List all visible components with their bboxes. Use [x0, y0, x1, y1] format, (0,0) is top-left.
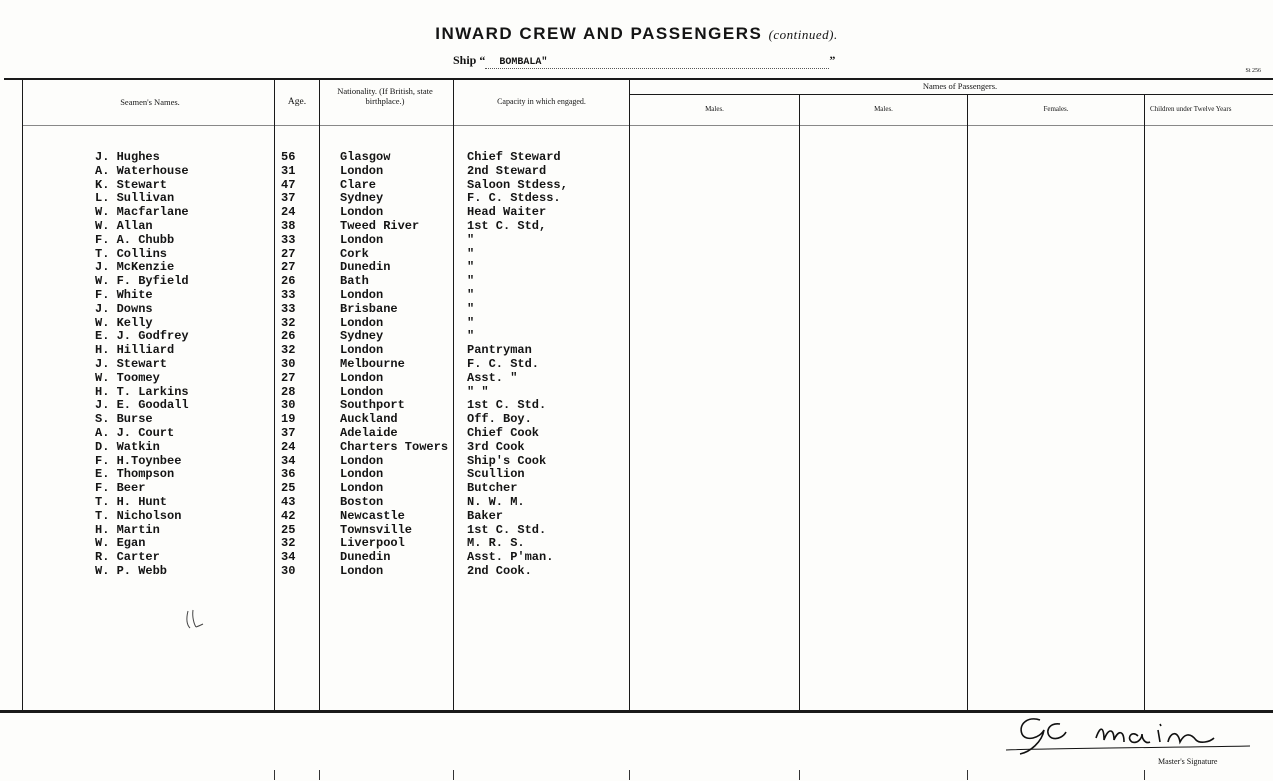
crew-nationality: Bath [340, 274, 369, 289]
table-row [0, 524, 640, 538]
crew-age: 56 [281, 150, 296, 164]
ship-prefix: Ship “ [453, 53, 486, 67]
crew-capacity: Saloon Stdess, [467, 177, 568, 192]
crew-name: E. J. Godfrey [95, 329, 189, 344]
crew-age: 32 [281, 343, 296, 358]
crew-name: W. Egan [95, 536, 146, 551]
crew-age: 34 [281, 453, 296, 468]
header-bottom-rule [22, 125, 1273, 126]
table-row [0, 192, 640, 206]
crew-nationality: Townsville [340, 522, 413, 537]
crew-nationality: Liverpool [340, 536, 405, 551]
crew-name: W. Kelly [95, 315, 153, 330]
footer-tick [274, 770, 275, 780]
crew-nationality: Charters Towers [340, 439, 449, 454]
crew-age: 32 [281, 536, 296, 551]
table-row [0, 551, 640, 565]
title-text: INWARD CREW AND PASSENGERS [435, 24, 763, 43]
table-row [0, 399, 640, 413]
table-row [0, 179, 640, 193]
passengers-subrule [630, 94, 1273, 95]
crew-nationality: London [340, 315, 384, 330]
crew-age: 34 [281, 550, 296, 565]
header-nationality: Nationality. (If British, state birthplace.) [337, 86, 433, 106]
top-rule [4, 78, 1273, 80]
crew-nationality: London [340, 563, 384, 578]
table-row [0, 261, 640, 275]
crew-name: R. Carter [95, 550, 160, 565]
crew-name: H. Martin [95, 522, 160, 537]
crew-capacity: " [467, 260, 475, 275]
crew-age: 26 [281, 329, 296, 344]
table-row [0, 344, 640, 358]
crew-capacity: F. C. Std. [467, 356, 540, 371]
crew-name: T. H. Hunt [95, 494, 168, 509]
table-row [0, 289, 640, 303]
table-row [0, 372, 640, 386]
crew-name: S. Burse [95, 412, 153, 427]
crew-name: E. Thompson [95, 467, 175, 482]
crew-age: 31 [281, 163, 296, 178]
footer-tick [1144, 770, 1145, 780]
crew-capacity: " [467, 232, 475, 247]
crew-nationality: Boston [340, 494, 384, 509]
crew-name: L. Sullivan [95, 191, 175, 206]
crew-capacity: Scullion [467, 467, 525, 482]
crew-capacity: M. R. S. [467, 536, 525, 551]
crew-nationality: Clare [340, 177, 377, 192]
table-row [0, 165, 640, 179]
footer-tick [799, 770, 800, 780]
crew-age: 37 [281, 191, 296, 206]
crew-name: W. F. Byfield [95, 274, 189, 289]
crew-age: 28 [281, 384, 296, 399]
crew-name: F. H.Toynbee [95, 453, 182, 468]
table-row [0, 482, 640, 496]
table-row [0, 455, 640, 469]
crew-capacity: Off. Boy. [467, 412, 532, 427]
crew-age: 33 [281, 301, 296, 316]
ship-name: BOMBALA" [485, 57, 829, 69]
crew-age: 33 [281, 232, 296, 247]
crew-capacity: " [467, 329, 475, 344]
table-row [0, 427, 640, 441]
crew-nationality: London [340, 370, 384, 385]
crew-name: W. Toomey [95, 370, 160, 385]
footer-tick [967, 770, 968, 780]
crew-nationality: London [340, 287, 384, 302]
crew-age: 42 [281, 508, 296, 523]
table-row [0, 413, 640, 427]
crew-nationality: London [340, 163, 384, 178]
crew-name: F. Beer [95, 481, 146, 496]
crew-nationality: Dunedin [340, 260, 391, 275]
crew-capacity: Baker [467, 508, 504, 523]
crew-capacity: " " [467, 384, 489, 399]
crew-nationality: Sydney [340, 191, 384, 206]
table-row [0, 234, 640, 248]
crew-capacity: 2nd Cook. [467, 563, 532, 578]
table-row [0, 441, 640, 455]
crew-capacity: Asst. " [467, 370, 518, 385]
footer-tick [453, 770, 454, 780]
table-row [0, 220, 640, 234]
crew-capacity: 1st C. Std. [467, 522, 547, 537]
crew-nationality: London [340, 205, 384, 220]
crew-age: 24 [281, 439, 296, 454]
signature-label: Master's Signature [1158, 757, 1218, 766]
table-row [0, 303, 640, 317]
crew-nationality: Adelaide [340, 425, 398, 440]
header-males-1: Males. [705, 105, 724, 113]
crew-nationality: Melbourne [340, 356, 405, 371]
crew-nationality: Tweed River [340, 218, 420, 233]
crew-name: T. Collins [95, 246, 168, 261]
crew-name: W. Allan [95, 218, 153, 233]
crew-capacity: N. W. M. [467, 494, 525, 509]
header-passengers: Names of Passengers. [922, 81, 998, 91]
header-children: Children under Twelve Years [1150, 105, 1232, 113]
table-row [0, 358, 640, 372]
page-title [0, 24, 1273, 44]
crew-capacity: F. C. Stdess. [467, 191, 561, 206]
crew-name: J. Hughes [95, 150, 160, 164]
crew-age: 43 [281, 494, 296, 509]
crew-name: H. Hilliard [95, 343, 175, 358]
col-rule-children [1144, 94, 1145, 710]
crew-age: 19 [281, 412, 296, 427]
table-row [0, 151, 640, 165]
crew-name: J. E. Goodall [95, 398, 189, 413]
crew-capacity: " [467, 315, 475, 330]
crew-name: A. Waterhouse [95, 163, 189, 178]
crew-capacity: " [467, 301, 475, 316]
crew-age: 25 [281, 481, 296, 496]
crew-name: J. McKenzie [95, 260, 175, 275]
crew-capacity: Chief Cook [467, 425, 540, 440]
table-row [0, 565, 640, 579]
crew-name: W. Macfarlane [95, 205, 189, 220]
crew-nationality: Sydney [340, 329, 384, 344]
col-rule-females [967, 94, 968, 710]
crew-table-body [0, 151, 640, 579]
crew-name: F. White [95, 287, 153, 302]
crew-nationality: London [340, 232, 384, 247]
crew-age: 30 [281, 563, 296, 578]
crew-age: 37 [281, 425, 296, 440]
crew-capacity: " [467, 274, 475, 289]
form-number: St 256 [1245, 68, 1261, 74]
header-age: Age. [287, 97, 307, 107]
table-row [0, 248, 640, 262]
crew-age: 27 [281, 246, 296, 261]
crew-age: 24 [281, 205, 296, 220]
master-signature [1000, 708, 1260, 764]
crew-name: F. A. Chubb [95, 232, 175, 247]
crew-name: D. Watkin [95, 439, 160, 454]
crew-age: 38 [281, 218, 296, 233]
crew-capacity: " [467, 246, 475, 261]
crew-capacity: " [467, 287, 475, 302]
crew-nationality: London [340, 384, 384, 399]
table-row [0, 468, 640, 482]
crew-capacity: 1st C. Std, [467, 218, 547, 233]
crew-capacity: 2nd Steward [467, 163, 547, 178]
crew-age: 26 [281, 274, 296, 289]
crew-nationality: London [340, 481, 384, 496]
crew-age: 25 [281, 522, 296, 537]
table-row [0, 496, 640, 510]
crew-capacity: Asst. P'man. [467, 550, 554, 565]
crew-nationality: London [340, 467, 384, 482]
title-suffix: (continued). [768, 27, 838, 42]
crew-nationality: Southport [340, 398, 405, 413]
table-row [0, 206, 640, 220]
table-row [0, 275, 640, 289]
crew-age: 47 [281, 177, 296, 192]
crew-nationality: London [340, 343, 384, 358]
ship-line [453, 53, 835, 69]
crew-nationality: London [340, 453, 384, 468]
col-rule-males-2 [799, 94, 800, 710]
crew-age: 27 [281, 260, 296, 275]
crew-name: T. Nicholson [95, 508, 182, 523]
crew-capacity: Pantryman [467, 343, 532, 358]
crew-nationality: Glasgow [340, 150, 391, 164]
crew-capacity: 1st C. Std. [467, 398, 547, 413]
crew-name: K. Stewart [95, 177, 168, 192]
header-females: Females. [1043, 105, 1069, 113]
header-males-2: Males. [874, 105, 893, 113]
table-row [0, 537, 640, 551]
crew-name: H. T. Larkins [95, 384, 189, 399]
crew-age: 32 [281, 315, 296, 330]
table-row [0, 510, 640, 524]
crew-name: W. P. Webb [95, 563, 168, 578]
crew-name: A. J. Court [95, 425, 175, 440]
crew-age: 27 [281, 370, 296, 385]
ship-suffix: ” [829, 53, 836, 67]
crew-nationality: Dunedin [340, 550, 391, 565]
crew-nationality: Auckland [340, 412, 398, 427]
crew-name: J. Downs [95, 301, 153, 316]
footer-tick [319, 770, 320, 780]
crew-capacity: Butcher [467, 481, 518, 496]
crew-capacity: 3rd Cook [467, 439, 525, 454]
table-row [0, 330, 640, 344]
crew-nationality: Newcastle [340, 508, 405, 523]
crew-age: 30 [281, 356, 296, 371]
handwritten-mark [184, 607, 206, 633]
crew-nationality: Brisbane [340, 301, 398, 316]
crew-age: 36 [281, 467, 296, 482]
crew-age: 33 [281, 287, 296, 302]
header-capacity: Capacity in which engaged. [497, 97, 586, 106]
crew-capacity: Ship's Cook [467, 453, 547, 468]
table-row [0, 386, 640, 400]
table-row [0, 317, 640, 331]
crew-name: J. Stewart [95, 356, 168, 371]
crew-nationality: Cork [340, 246, 369, 261]
crew-age: 30 [281, 398, 296, 413]
crew-capacity: Chief Steward [467, 150, 561, 164]
footer-tick [629, 770, 630, 780]
header-seamen-names: Seamen's Names. [120, 97, 180, 107]
crew-capacity: Head Waiter [467, 205, 547, 220]
